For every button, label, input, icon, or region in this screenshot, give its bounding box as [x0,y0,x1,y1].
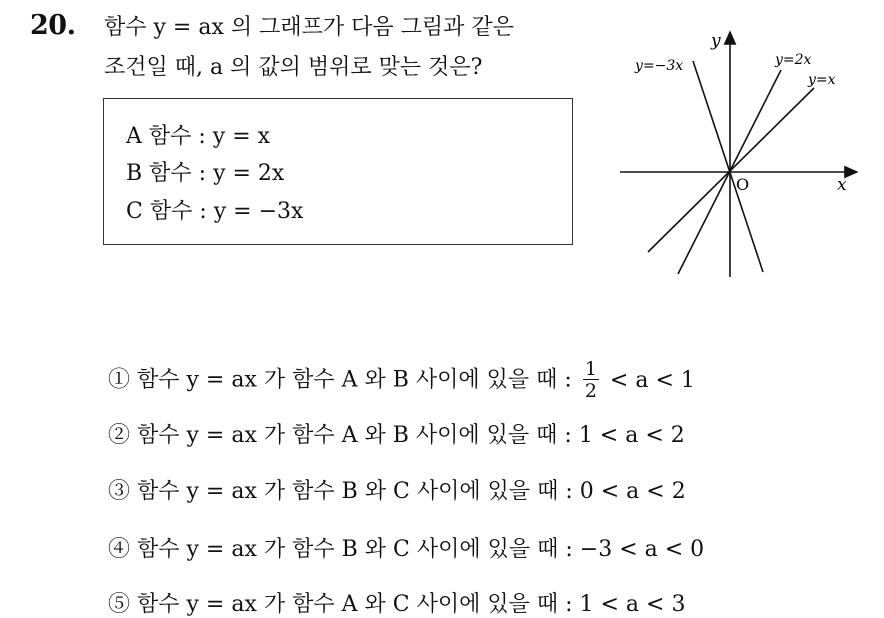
condition-box [103,98,573,245]
label-y-x: y=x [808,72,836,88]
fraction-denominator: 2 [584,380,597,402]
option-text: 함수 y = ax 가 함수 A 와 B 사이에 있을 때 : [137,423,572,448]
option-mark: ④ [108,537,131,562]
question-number: 20. [30,10,76,41]
label-y-neg3x: y=−3x [635,58,684,74]
question-text-line2: 조건일 때, a 의 값의 범위로 맞는 것은? [104,55,483,80]
option-range: < a < 1 [609,368,695,393]
coordinate-graph [615,22,865,282]
label-y-2x: y=2x [775,52,812,68]
option-range: 1 < a < 3 [579,592,686,617]
y-axis-label: y [711,31,721,51]
option-range: 1 < a < 2 [578,423,685,448]
question-text-line1: 함수 y = ax 의 그래프가 다음 그림과 같은 [104,15,514,40]
option-4[interactable] [108,532,704,563]
option-text: 함수 y = ax 가 함수 B 와 C 사이에 있을 때 : [137,537,573,562]
line-y-neg3x [693,61,763,272]
fraction-numerator: 1 [584,358,597,380]
condition-row-c: C 함수 : y = −3x [126,199,304,224]
option-mark: ⑤ [108,592,131,617]
option-1[interactable] [108,360,695,401]
option-mark: ② [108,423,131,448]
option-2[interactable] [108,418,685,449]
option-mark: ③ [108,479,131,504]
option-5[interactable] [108,587,685,618]
option-text: 함수 y = ax 가 함수 B 와 C 사이에 있을 때 : [137,479,573,504]
origin-label: O [736,175,750,194]
fraction-one-half [583,360,599,401]
option-range: −3 < a < 0 [579,537,705,562]
option-range: 0 < a < 2 [579,479,686,504]
option-3[interactable] [108,474,686,505]
option-mark: ① [108,367,131,393]
condition-row-a: A 함수 : y = x [126,124,271,149]
option-text: 함수 y = ax 가 함수 A 와 B 사이에 있을 때 : [137,367,572,393]
x-axis-label: x [837,175,847,195]
condition-row-b: B 함수 : y = 2x [126,161,285,186]
option-text: 함수 y = ax 가 함수 A 와 C 사이에 있을 때 : [137,592,573,617]
line-y-x [648,88,814,252]
